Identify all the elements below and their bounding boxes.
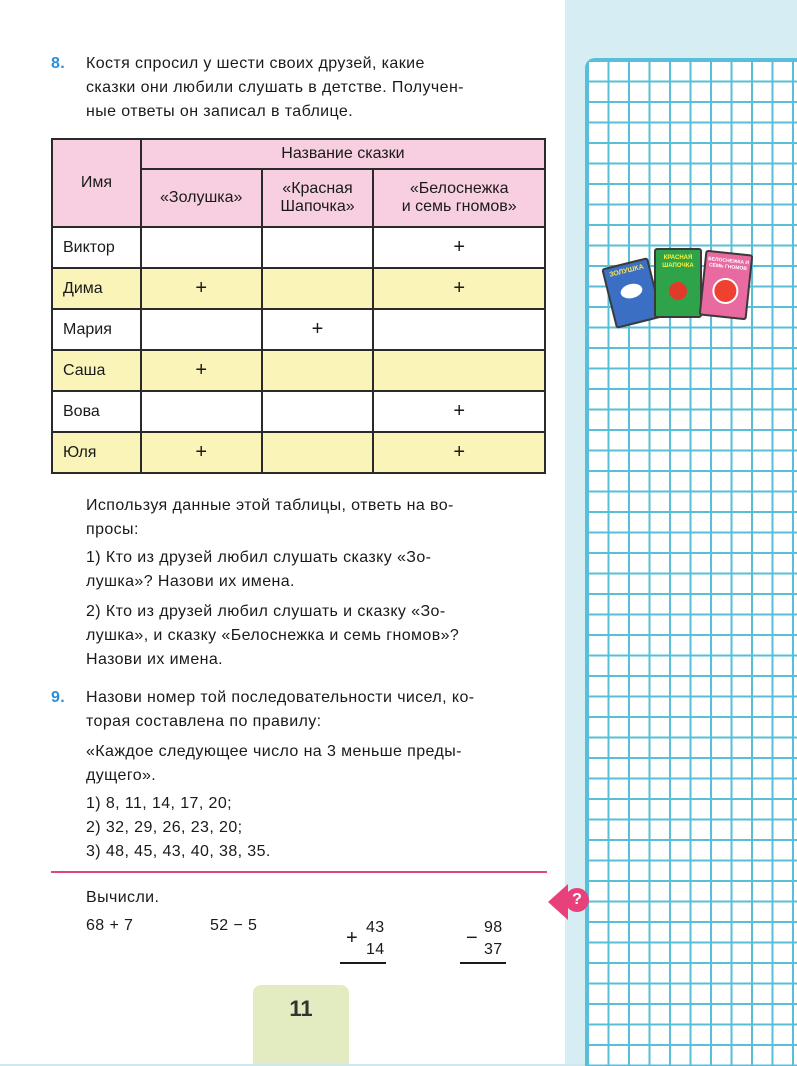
cell-red-riding-hood <box>262 350 374 391</box>
column-snow-white: «Белоснежка и семь гномов» <box>373 169 545 227</box>
cell-red-riding-hood <box>262 432 374 473</box>
table-row <box>52 268 545 309</box>
table-row <box>52 227 545 268</box>
book-red-riding-hood: КРАСНАЯ ШАПОЧКА <box>654 248 702 318</box>
minuend: 98 <box>484 919 503 936</box>
row-name: Мария <box>52 309 141 350</box>
cell-cinderella <box>141 391 262 432</box>
minus-sign: − <box>466 927 479 949</box>
table-row <box>52 432 545 473</box>
header-fairy-tale-title: Название сказки <box>141 139 545 169</box>
question-2-line-1: 2) Кто из друзей любил слушать и сказку «Зо- <box>86 603 446 620</box>
instruction-line-1: Используя данные этой таблицы, ответь на во- <box>86 497 454 514</box>
subtrahend: 37 <box>484 941 503 958</box>
difference-line <box>460 962 506 964</box>
grid-paper <box>585 58 797 1066</box>
question-mark-icon: ? <box>565 888 589 912</box>
table-row <box>52 391 545 432</box>
cell-snow-white <box>373 350 545 391</box>
addend-bottom: 14 <box>366 941 385 958</box>
question-1-line-1: 1) Кто из друзей любил слушать сказку «Зо- <box>86 549 432 566</box>
column-cinderella: «Золушка» <box>141 169 262 227</box>
task-8-number: 8. <box>51 55 66 72</box>
question-1-line-2: лушка»? Назови их имена. <box>86 573 295 590</box>
cell-red-riding-hood <box>262 391 374 432</box>
row-name: Юля <box>52 432 141 473</box>
sequence-option-3: 3) 48, 45, 43, 40, 38, 35. <box>86 843 271 860</box>
task-9-rule-line-2: дущего». <box>86 767 157 784</box>
cell-cinderella: + <box>141 432 262 473</box>
cell-cinderella <box>141 227 262 268</box>
task-9-line-1: Назови номер той последовательности чисел, ко- <box>86 689 475 706</box>
cell-cinderella: + <box>141 350 262 391</box>
task-9-number: 9. <box>51 689 66 706</box>
task-9-line-2: торая составлена по правилу: <box>86 713 322 730</box>
row-name: Дима <box>52 268 141 309</box>
cell-red-riding-hood <box>262 268 374 309</box>
header-name: Имя <box>52 139 141 227</box>
expression-1: 68 + 7 <box>86 917 134 934</box>
page-number: 11 <box>289 996 313 1021</box>
addend-top: 43 <box>366 919 385 936</box>
sequence-option-2: 2) 32, 29, 26, 23, 20; <box>86 819 243 836</box>
question-2-line-2: лушка», и сказку «Белоснежка и семь гномов»? <box>86 627 460 644</box>
plus-sign: + <box>346 927 359 949</box>
task-8-line-3: ные ответы он записал в таблице. <box>86 103 354 120</box>
cell-snow-white <box>373 309 545 350</box>
book-snow-white: БЕЛОСНЕЖКА И СЕМЬ ГНОМОВ <box>699 250 754 321</box>
compute-title: Вычисли. <box>86 889 160 906</box>
fairy-tale-books-illustration <box>608 248 758 328</box>
book-cinderella: ЗОЛУШКА <box>601 257 663 329</box>
cell-snow-white: + <box>373 391 545 432</box>
row-name: Саша <box>52 350 141 391</box>
row-name: Виктор <box>52 227 141 268</box>
column-red-riding-hood: «Красная Шапочка» <box>262 169 374 227</box>
expression-2: 52 − 5 <box>210 917 258 934</box>
sum-line <box>340 962 386 964</box>
cell-cinderella <box>141 309 262 350</box>
row-name: Вова <box>52 391 141 432</box>
instruction-line-2: просы: <box>86 521 139 538</box>
cell-cinderella: + <box>141 268 262 309</box>
section-divider <box>51 871 547 873</box>
task-8-line-2: сказки они любили слушать в детстве. Получен- <box>86 79 464 96</box>
table-row <box>52 350 545 391</box>
table-row <box>52 309 545 350</box>
cell-snow-white: + <box>373 432 545 473</box>
sequence-option-1: 1) 8, 11, 14, 17, 20; <box>86 795 232 812</box>
task-9-rule-line-1: «Каждое следующее число на 3 меньше преды- <box>86 743 462 760</box>
cell-snow-white: + <box>373 268 545 309</box>
cell-red-riding-hood: + <box>262 309 374 350</box>
cell-red-riding-hood <box>262 227 374 268</box>
question-2-line-3: Назови их имена. <box>86 651 224 668</box>
fairy-tale-table <box>51 138 546 474</box>
task-8-line-1: Костя спросил у шести своих друзей, какие <box>86 55 425 72</box>
cell-snow-white: + <box>373 227 545 268</box>
